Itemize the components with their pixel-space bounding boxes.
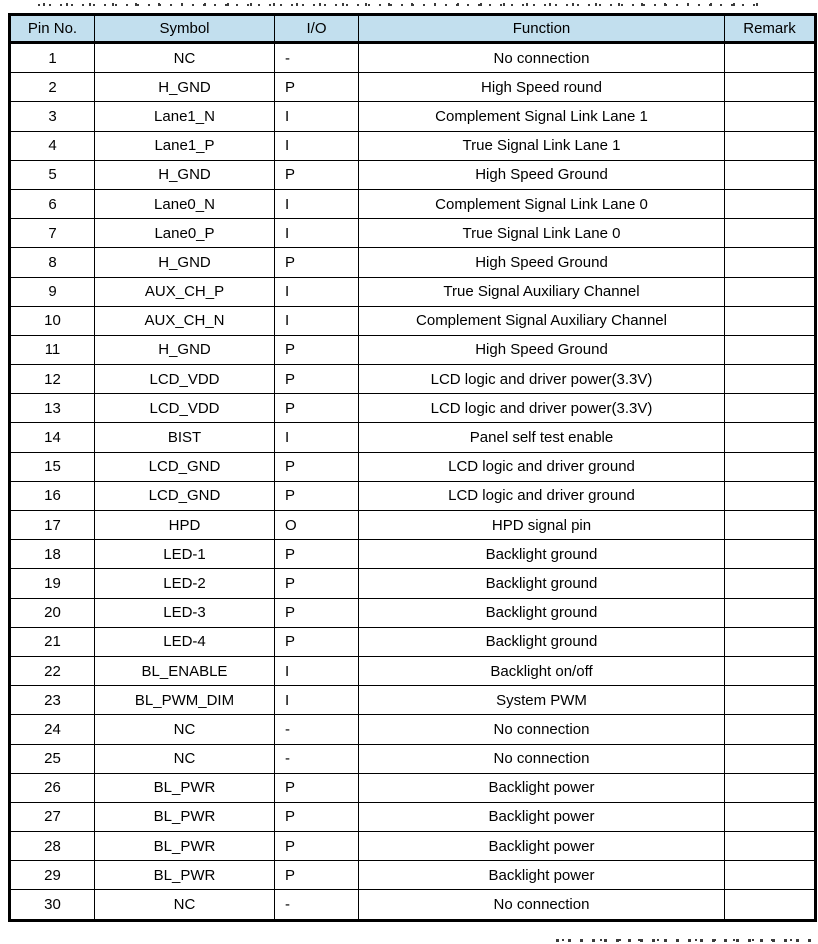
function-cell: Complement Signal Link Lane 1 [359,102,725,131]
symbol-cell: LCD_GND [95,452,275,481]
function-cell: No connection [359,43,725,73]
column-header-pin-no: Pin No. [10,15,95,43]
table-row [10,861,816,890]
io-cell: P [275,248,359,277]
function-cell: Backlight power [359,802,725,831]
remark-cell [725,365,816,394]
pin-no-cell: 4 [10,131,95,160]
function-cell: Backlight ground [359,598,725,627]
function-cell: True Signal Link Lane 0 [359,219,725,248]
io-cell: P [275,160,359,189]
pin-no-cell: 14 [10,423,95,452]
pin-no-cell: 8 [10,248,95,277]
io-cell: P [275,861,359,890]
pin-no-cell: 27 [10,802,95,831]
symbol-cell: BL_PWR [95,861,275,890]
remark-cell [725,102,816,131]
pin-no-cell: 11 [10,335,95,364]
table-row [10,540,816,569]
pin-no-cell: 3 [10,102,95,131]
function-cell: Backlight ground [359,540,725,569]
pin-no-cell: 20 [10,598,95,627]
table-row [10,423,816,452]
remark-cell [725,715,816,744]
table-row [10,43,816,73]
symbol-cell: LED-1 [95,540,275,569]
remark-cell [725,189,816,218]
cropped-text-remnant-bottom [556,939,814,944]
function-cell: True Signal Link Lane 1 [359,131,725,160]
symbol-cell: BL_PWM_DIM [95,686,275,715]
io-cell: I [275,189,359,218]
table-row [10,131,816,160]
table-row [10,832,816,861]
pin-no-cell: 7 [10,219,95,248]
remark-cell [725,306,816,335]
function-cell: No connection [359,744,725,773]
io-cell: P [275,481,359,510]
function-cell: LCD logic and driver ground [359,452,725,481]
io-cell: P [275,627,359,656]
symbol-cell: HPD [95,511,275,540]
remark-cell [725,569,816,598]
function-cell: Backlight power [359,773,725,802]
io-cell: P [275,365,359,394]
function-cell: High Speed Ground [359,335,725,364]
io-cell: I [275,423,359,452]
pin-no-cell: 9 [10,277,95,306]
table-row [10,102,816,131]
table-header-row [10,15,816,43]
table-row [10,744,816,773]
cropped-text-remnant-top [38,2,762,6]
symbol-cell: H_GND [95,335,275,364]
table-row [10,335,816,364]
function-cell: Backlight ground [359,627,725,656]
symbol-cell: BL_PWR [95,802,275,831]
function-cell: True Signal Auxiliary Channel [359,277,725,306]
pin-no-cell: 25 [10,744,95,773]
pin-no-cell: 19 [10,569,95,598]
symbol-cell: BL_ENABLE [95,656,275,685]
remark-cell [725,452,816,481]
io-cell: P [275,773,359,802]
symbol-cell: H_GND [95,248,275,277]
pin-no-cell: 17 [10,511,95,540]
remark-cell [725,511,816,540]
table-row [10,248,816,277]
function-cell: High Speed Ground [359,248,725,277]
table-row [10,569,816,598]
io-cell: - [275,715,359,744]
symbol-cell: NC [95,744,275,773]
function-cell: System PWM [359,686,725,715]
symbol-cell: NC [95,890,275,920]
symbol-cell: BIST [95,423,275,452]
pin-no-cell: 15 [10,452,95,481]
io-cell: P [275,73,359,102]
table-row [10,452,816,481]
symbol-cell: AUX_CH_N [95,306,275,335]
function-cell: Backlight power [359,861,725,890]
symbol-cell: LCD_VDD [95,365,275,394]
column-header-io: I/O [275,15,359,43]
io-cell: I [275,219,359,248]
pin-no-cell: 16 [10,481,95,510]
io-cell: - [275,744,359,773]
table-row [10,365,816,394]
table-row [10,890,816,920]
symbol-cell: Lane0_N [95,189,275,218]
io-cell: I [275,306,359,335]
remark-cell [725,540,816,569]
symbol-cell: AUX_CH_P [95,277,275,306]
remark-cell [725,656,816,685]
pin-no-cell: 12 [10,365,95,394]
function-cell: LCD logic and driver ground [359,481,725,510]
symbol-cell: LED-4 [95,627,275,656]
remark-cell [725,481,816,510]
symbol-cell: LED-2 [95,569,275,598]
table-row [10,481,816,510]
column-header-remark: Remark [725,15,816,43]
remark-cell [725,598,816,627]
symbol-cell: LCD_GND [95,481,275,510]
function-cell: No connection [359,890,725,920]
remark-cell [725,248,816,277]
symbol-cell: Lane0_P [95,219,275,248]
symbol-cell: Lane1_N [95,102,275,131]
table-body [10,43,816,921]
io-cell: P [275,802,359,831]
function-cell: Backlight on/off [359,656,725,685]
symbol-cell: LCD_VDD [95,394,275,423]
pin-no-cell: 13 [10,394,95,423]
table-row [10,715,816,744]
function-cell: Complement Signal Auxiliary Channel [359,306,725,335]
pin-no-cell: 29 [10,861,95,890]
symbol-cell: BL_PWR [95,832,275,861]
pin-no-cell: 6 [10,189,95,218]
table-row [10,773,816,802]
table-row [10,73,816,102]
io-cell: O [275,511,359,540]
io-cell: - [275,890,359,920]
remark-cell [725,394,816,423]
remark-cell [725,160,816,189]
io-cell: P [275,598,359,627]
function-cell: High Speed Ground [359,160,725,189]
pin-assignment-table [8,13,817,922]
column-header-function: Function [359,15,725,43]
function-cell: HPD signal pin [359,511,725,540]
remark-cell [725,277,816,306]
function-cell: LCD logic and driver power(3.3V) [359,365,725,394]
pin-no-cell: 28 [10,832,95,861]
symbol-cell: NC [95,43,275,73]
symbol-cell: NC [95,715,275,744]
function-cell: LCD logic and driver power(3.3V) [359,394,725,423]
remark-cell [725,773,816,802]
io-cell: - [275,43,359,73]
remark-cell [725,861,816,890]
io-cell: P [275,569,359,598]
symbol-cell: H_GND [95,160,275,189]
io-cell: P [275,452,359,481]
table-row [10,598,816,627]
pin-no-cell: 24 [10,715,95,744]
pin-no-cell: 10 [10,306,95,335]
io-cell: I [275,277,359,306]
function-cell: Panel self test enable [359,423,725,452]
table-row [10,189,816,218]
io-cell: I [275,656,359,685]
remark-cell [725,423,816,452]
table-row [10,627,816,656]
pin-no-cell: 22 [10,656,95,685]
pin-no-cell: 2 [10,73,95,102]
pin-no-cell: 30 [10,890,95,920]
io-cell: I [275,686,359,715]
symbol-cell: BL_PWR [95,773,275,802]
io-cell: I [275,102,359,131]
table-row [10,306,816,335]
symbol-cell: LED-3 [95,598,275,627]
table-row [10,686,816,715]
table-row [10,511,816,540]
pin-no-cell: 21 [10,627,95,656]
column-header-symbol: Symbol [95,15,275,43]
symbol-cell: Lane1_P [95,131,275,160]
function-cell: High Speed round [359,73,725,102]
remark-cell [725,627,816,656]
remark-cell [725,744,816,773]
function-cell: No connection [359,715,725,744]
remark-cell [725,335,816,364]
table-row [10,277,816,306]
remark-cell [725,890,816,920]
remark-cell [725,43,816,73]
function-cell: Backlight ground [359,569,725,598]
symbol-cell: H_GND [95,73,275,102]
pin-no-cell: 5 [10,160,95,189]
function-cell: Backlight power [359,832,725,861]
table-row [10,219,816,248]
table-row [10,656,816,685]
table-row [10,394,816,423]
io-cell: P [275,394,359,423]
remark-cell [725,219,816,248]
io-cell: P [275,832,359,861]
table-row [10,160,816,189]
pin-no-cell: 23 [10,686,95,715]
pin-no-cell: 1 [10,43,95,73]
remark-cell [725,832,816,861]
remark-cell [725,73,816,102]
function-cell: Complement Signal Link Lane 0 [359,189,725,218]
table-row [10,802,816,831]
io-cell: P [275,335,359,364]
remark-cell [725,802,816,831]
io-cell: I [275,131,359,160]
pin-no-cell: 26 [10,773,95,802]
pin-no-cell: 18 [10,540,95,569]
io-cell: P [275,540,359,569]
remark-cell [725,131,816,160]
remark-cell [725,686,816,715]
